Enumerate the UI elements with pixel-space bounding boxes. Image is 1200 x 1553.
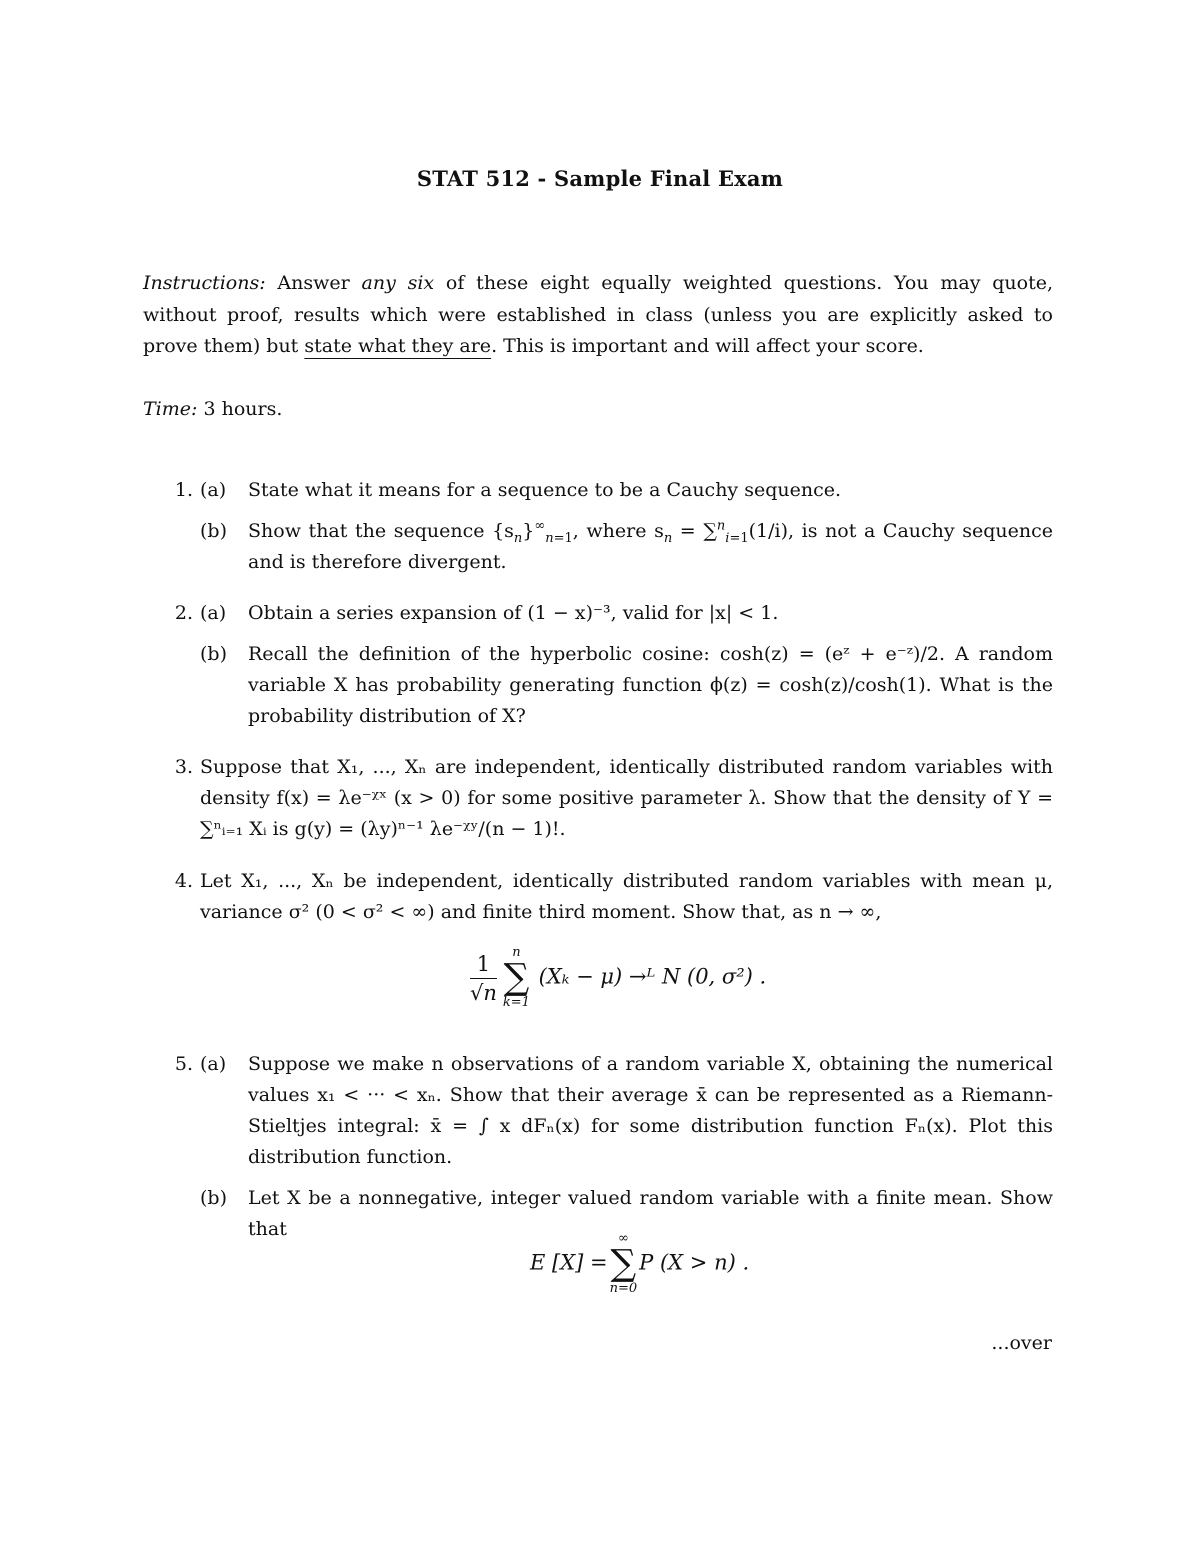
part-label: (b) <box>200 1187 227 1209</box>
instructions-label: Instructions: <box>143 272 266 294</box>
part-text: Recall the definition of the hyperbolic cosine: cosh(z) = (eᶻ + e⁻ᶻ)/2. A random variable X has probability generating function ϕ(z) = cosh(z)/cosh(1). What is the probability distribution of X? <box>248 643 1053 727</box>
instructions-text-2: of these eight equally weighted questions. You may quote, without proof, results which were established in class (unless you are explicitly asked to prove them) but <box>143 272 1053 357</box>
part-text: Show that the sequence $\{s_n\}^\infty_{n=1}$, where $s_n = \sum^n_{i=1}(1/i)$, is not a Cauchy sequence and is therefore divergent. <box>248 518 1053 573</box>
part-label: (a) <box>200 1053 227 1075</box>
instructions-emphasis: any six <box>361 272 435 294</box>
part-label: (b) <box>200 643 227 665</box>
time-value: 3 hours. <box>197 398 283 420</box>
summation: n ∑ k=1 <box>502 945 530 1010</box>
summation: ∞ ∑ n=0 <box>609 1231 638 1296</box>
part-label: (a) <box>200 479 227 501</box>
instructions-text-1: Answer <box>265 272 362 294</box>
part-text: State what it means for a sequence to be a Cauchy sequence. <box>248 479 842 501</box>
question-number: 1. <box>174 479 193 501</box>
part-label: (b) <box>200 520 227 542</box>
instructions-text-3: . This is important and will affect your score. <box>491 335 924 357</box>
question-3 <box>143 752 1053 852</box>
question-text: Suppose that X₁, ..., Xₙ are independent, identically distributed random variables with density f(x) = λe⁻ᵡˣ (x > 0) for some positive parameter λ. Show that the density of Y = ∑ⁿᵢ₌₁ Xᵢ is g(y) = (λy)ⁿ⁻¹ λe⁻ᵡʸ/(n − 1)!. <box>200 756 1053 840</box>
part-label: (a) <box>200 602 227 624</box>
question-2 <box>143 598 1053 738</box>
formula-lhs: E [X] = <box>530 1250 608 1275</box>
formula-rhs: P (X > n) . <box>639 1250 750 1275</box>
part-text: Let X be a nonnegative, integer valued random variable with a finite mean. Show that <box>248 1187 1053 1240</box>
instructions-underlined: state what they are <box>304 335 492 357</box>
part-text: Suppose we make n observations of a random variable X, obtaining the numerical values x₁ < ··· < xₙ. Show that their average x̄ can be represented as a Riemann-Stieltjes integral: x̄ = ∫ x dFₙ(x) for some distribution function Fₙ(x). Plot this distribution function. <box>248 1053 1053 1168</box>
fraction: $\frac{1}{√n}$ <box>470 951 497 1005</box>
page-continuation: ...over <box>991 1332 1052 1354</box>
question-number: 5. <box>174 1053 193 1075</box>
part-text: Obtain a series expansion of (1 − x)⁻³, valid for |x| < 1. <box>248 602 779 624</box>
exam-title: STAT 512 - Sample Final Exam <box>416 166 784 191</box>
question-1 <box>143 475 1053 575</box>
formula-rhs: (Xₖ − μ) →ᴸ N (0, σ²) . <box>538 964 767 989</box>
instructions <box>143 268 1053 363</box>
question-number: 3. <box>174 756 193 778</box>
clt-formula <box>470 946 766 1010</box>
expectation-formula <box>530 1232 749 1296</box>
question-text: Let X₁, ..., Xₙ be independent, identically distributed random variables with mean μ, variance σ² (0 < σ² < ∞) and finite third moment. Show that, as n → ∞, <box>200 870 1053 923</box>
question-number: 2. <box>174 602 193 624</box>
time-line <box>143 394 1053 426</box>
question-number: 4. <box>174 870 193 892</box>
time-label: Time: <box>143 398 198 420</box>
